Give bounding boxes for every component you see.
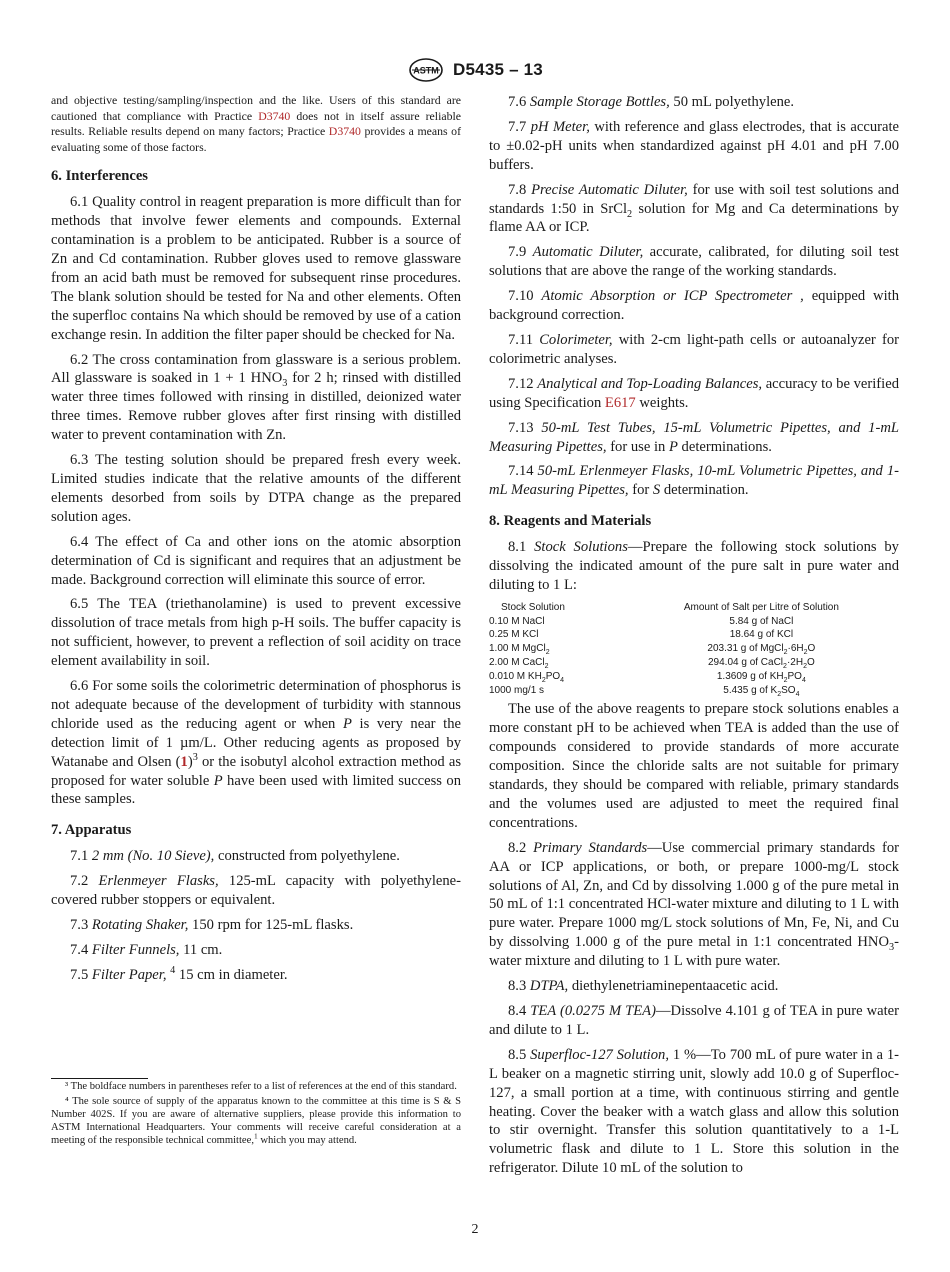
item-7-13: 7.13 50-mL Test Tubes, 15-mL Volumetric Pipettes, and 1-mL Measuring Pipettes, for use in P determinations. bbox=[489, 419, 899, 455]
table-cell-amount: 5.84 g of NaCl bbox=[729, 615, 794, 627]
para-8-3: 8.3 DTPA, diethylenetriaminepentaacetic acid. bbox=[508, 978, 779, 995]
item-7-10: 7.10 Atomic Absorption or ICP Spectrometer , equipped with background correction. bbox=[489, 288, 899, 324]
footnote-rule bbox=[51, 1078, 148, 1079]
para-8-5: 8.5 Superfloc-127 Solution, 1 %—To 700 mL of pure water in a 1-L beaker on a magnetic stirring unit, slowly add 10.0 g of Superfloc-127, a small portion at a time, with continuous stirring and gentle heating. Cover the beaker with a watch glass and allow this solution to stir overnight. Transfer this solution quantitatively to a 1-L volumetric flask and dilute to 1 L. Store this solution in the refrigerator. Dilute 10 mL of the solution to bbox=[489, 1046, 899, 1177]
para-6-4: 6.4 The effect of Ca and other ions on the atomic absorption determination of Cd is significant and requires that an adjustment be made. Background correction will eliminate this source of error. bbox=[51, 533, 461, 588]
section-6-heading: 6. Interferences bbox=[51, 168, 148, 185]
page-number: 2 bbox=[471, 1222, 479, 1237]
table-cell-stock: 0.010 M $KH_2PO_4$ bbox=[489, 670, 565, 684]
item-7-3: 7.3 Rotating Shaker, 150 rpm for 125-mL flasks. bbox=[70, 917, 354, 933]
table-cell-amount: 18.64 g of KCl bbox=[729, 629, 794, 641]
table-row bbox=[489, 670, 899, 684]
table-cell-amount: 203.31 g of $MgCl_2\cdot 6H_2O$ bbox=[707, 643, 816, 657]
para-8-4: 8.4 TEA (0.0275 M TEA)—Dissolve 4.101 g of TEA in pure water and dilute to 1 L. bbox=[489, 1003, 899, 1038]
item-7-4: 7.4 Filter Funnels, 11 cm. bbox=[70, 941, 223, 958]
table-cell-stock: 0.25 M KCl bbox=[489, 629, 539, 641]
item-7-9: 7.9 Automatic Diluter, accurate, calibrated, for diluting soil test solutions that are above the range of the working standards. bbox=[489, 244, 899, 280]
para-8-2: 8.2 Primary Standards—Use commercial primary standards for AA or ICP applications, or both, or prepare 1000-mg/L stock solutions of Al, Zn, and Cd by dissolving 1.000 g of the pure metal in 50 mL of 1:1 concentrated HCl-water mixture and diluting to 1 L with pure water. Prepare 1000 mg/L stock solutions of Mn, Fe, Ni, and Cu by dissolving 1.000 g of the pure metal in 1:1 concentrated $HNO_3$-water mixture and diluting to 1 L with pure water. bbox=[489, 839, 899, 970]
table-row bbox=[489, 615, 899, 629]
para-6-2: 6.2 The cross contamination from glassware is a serious problem. All glassware is soaked in 1 + 1 $HNO_3$ for 2 h; rinsed with distilled water three times followed with rinsing in distilled, deionized water three times. Remove rubber gloves after first rinsing with distilled water to prevent contamination with Zn. bbox=[51, 351, 461, 444]
table-header-stock: Stock Solution bbox=[501, 601, 565, 613]
left-column bbox=[51, 93, 461, 991]
right-column bbox=[489, 93, 899, 1184]
section-8-heading: 8. Reagents and Materials bbox=[489, 513, 652, 530]
footnotes bbox=[51, 1078, 461, 1148]
para-6-3: 6.3 The testing solution should be prepared fresh every week. Limited studies indicate that the relative amounts of the different elements desorbed from soils by DTPA change as the prepared solution ages. bbox=[51, 452, 461, 525]
e617-link[interactable]: E617 bbox=[604, 394, 636, 411]
astm-logo-text: ASTM bbox=[413, 65, 439, 76]
intro-paragraph: and objective testing/sampling/inspection and the like. Users of this standard are cautioned that compliance with Practice D3740 does not in itself assure reliable results. Reliable results depend on many factors; Practice D3740 provides a means of evaluating some of those factors. bbox=[51, 93, 461, 154]
item-7-14: 7.14 50-mL Erlenmeyer Flasks, 10-mL Volumetric Pipettes, and 1-mL Measuring Pipettes, for S determination. bbox=[489, 463, 899, 499]
astm-logo-icon bbox=[407, 58, 445, 82]
item-7-8: 7.8 Precise Automatic Diluter, for use with soil test solutions and standards 1:50 in SrCl$_2$ solution for Mg and Ca determinations by flame AA or ICP. bbox=[489, 181, 899, 236]
table-cell-stock: 0.10 M NaCl bbox=[489, 615, 545, 627]
stock-solution-table bbox=[489, 601, 899, 698]
page-header bbox=[0, 56, 950, 84]
table-header-row bbox=[489, 601, 899, 615]
d3740-link[interactable]: D3740 bbox=[328, 124, 361, 139]
item-7-5: 7.5 Filter Paper, $^4$ 15 cm in diameter. bbox=[70, 964, 288, 983]
para-8-1: 8.1 Stock Solutions—Prepare the following stock solutions by dissolving the indicated amount of the pure salt in pure water and diluting to 1 L: bbox=[489, 539, 899, 593]
item-7-11: 7.11 Colorimeter, with 2-cm light-path cells or autoanalyzer for colorimetric analyses. bbox=[489, 331, 899, 367]
para-6-1: 6.1 Quality control in reagent preparation is more difficult than for methods that involve fewer elements and compounds. External contamination is a problem to be anticipated. Rubber is a source of Zn and Cd contamination. Rubber gloves used to remove glassware from an acid bath must be removed for subsequent rinse procedures. The blank solution should be tested for Na and other elements. Often the superfloc contains Na which should be removed by use of a cation exchange resin. In addition the filter paper should be checked for Na. bbox=[51, 194, 461, 343]
para-6-5: 6.5 The TEA (triethanolamine) is used to prevent excessive dissolution of trace metals from high p-H soils. The buffer capacity is not sufficient, however, to prevent a reflection of soil acidity on trace element availability in soil. bbox=[51, 596, 461, 670]
table-cell-amount: 5.435 g of $K_2SO_4$ bbox=[723, 684, 800, 698]
item-7-1: 7.1 2 mm (No. 10 Sieve), constructed from polyethylene. bbox=[70, 848, 400, 865]
table-row bbox=[489, 628, 899, 642]
item-7-12: 7.12 Analytical and Top-Loading Balances, accuracy to be verified using Specification E617 weights. bbox=[489, 375, 899, 411]
table-header-amount: Amount of Salt per Litre of Solution bbox=[683, 601, 839, 613]
footnote-3: ³ The boldface numbers in parentheses refer to a list of references at the end of this standard. bbox=[65, 1081, 457, 1092]
footnote-4-ref: 4 bbox=[170, 964, 176, 976]
table-row bbox=[489, 642, 899, 656]
table-row bbox=[489, 684, 899, 698]
item-7-6: 7.6 Sample Storage Bottles, 50 mL polyethylene. bbox=[508, 94, 795, 110]
d3740-link[interactable]: D3740 bbox=[258, 108, 291, 123]
para-6-6: 6.6 For some soils the colorimetric determination of phosphorus is not adequate because of the development of turbidity with stannous chloride used as the reducing agent or when P is very near the detection limit of 1 µm/L. Other reducing agents as proposed by Watanabe and Olsen $(1)^3$ or the isobutyl alcohol extraction method as proposed for water soluble P have been used with limited success on these samples. bbox=[51, 678, 461, 808]
footnote-3-ref: 3 bbox=[192, 751, 198, 763]
table-cell-amount: 294.04 g of $CaCl_2\cdot 2H_2O$ bbox=[707, 657, 815, 671]
table-row bbox=[489, 656, 899, 670]
footnote-4: ⁴ The sole source of supply of the apparatus known to the committee at this time is S & S Number 402S. If you are aware of alternative suppliers, please provide this information to ASTM International Headquarters. Your comments will receive careful consideration at a meeting of the responsible technical committee,$^1$ which you may attend. bbox=[51, 1095, 461, 1146]
table-cell-stock: 1000 mg/1 s bbox=[489, 684, 545, 696]
item-7-7: 7.7 pH Meter, with reference and glass electrodes, that is accurate to ±0.02-pH units when standardized against pH 4.01 and pH 7.00 buffers. bbox=[489, 118, 899, 173]
standard-designation: D5435 – 13 bbox=[453, 60, 543, 79]
section-7-heading: 7. Apparatus bbox=[51, 822, 132, 839]
table-cell-stock: 2.00 M CaCl$_2$ bbox=[489, 657, 549, 671]
table-cell-stock: 1.00 M MgCl$_2$ bbox=[489, 643, 550, 657]
reference-1-link[interactable]: 1 bbox=[180, 753, 188, 770]
table-cell-amount: 1.3609 g of $KH_2PO_4$ bbox=[716, 670, 806, 684]
para-8-1-continued: The use of the above reagents to prepare stock solutions enables a more constant pH to be achieved when TEA is added than the use of compounds considered to provide standards of more accurate composition. Since the chloride salts are not suitable for primary standards, they should be compared with reliable, primary standards and the volumes used are adjusted to meet the required final concentrations. bbox=[489, 701, 899, 831]
item-7-2: 7.2 Erlenmeyer Flasks, 125-mL capacity with polyethylene-covered rubber stoppers or equivalent. bbox=[51, 873, 461, 909]
